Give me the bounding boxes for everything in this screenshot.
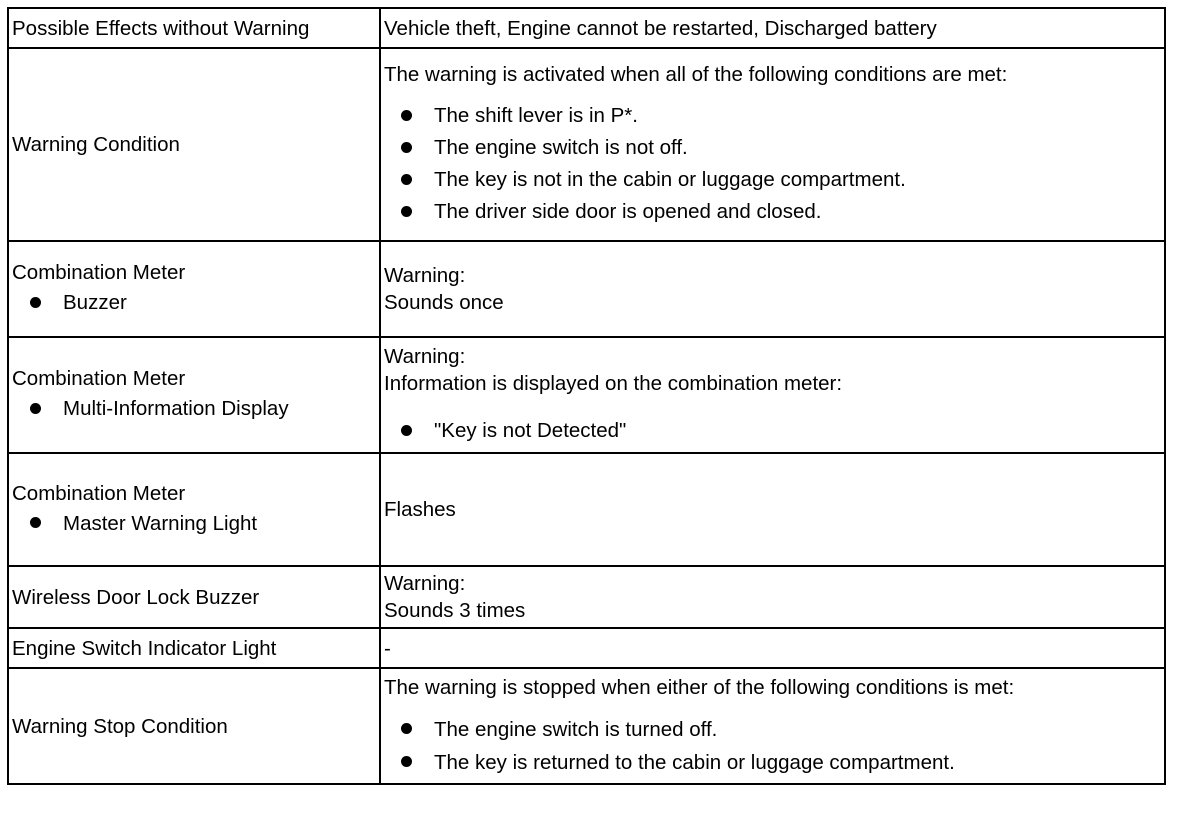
- row-value-text: -: [384, 636, 391, 660]
- value-line: Sounds once: [384, 291, 504, 314]
- list-item: Master Warning Light: [30, 507, 376, 540]
- value-line: Warning:: [384, 264, 466, 287]
- row-value: [380, 453, 1165, 566]
- row-label-text: Combination Meter: [12, 367, 186, 390]
- row-label-text: Warning Condition: [12, 133, 180, 156]
- label-sub-list: [12, 392, 376, 425]
- table-row: [8, 337, 1165, 453]
- table-row: [8, 668, 1165, 784]
- row-label: [8, 337, 380, 453]
- row-label: [8, 566, 380, 628]
- row-value: [380, 628, 1165, 668]
- warning-spec-table: [7, 7, 1166, 785]
- row-label-text: Possible Effects without Warning: [12, 16, 310, 40]
- table-row: [8, 628, 1165, 668]
- list-item: The shift lever is in P*.: [401, 100, 1161, 132]
- table-row: [8, 8, 1165, 48]
- row-label-text: Combination Meter: [12, 481, 186, 505]
- row-label: [8, 241, 380, 337]
- row-value: [380, 566, 1165, 628]
- list-item: Buzzer: [30, 286, 376, 319]
- list-item: Multi-Information Display: [30, 392, 376, 425]
- row-value: [380, 8, 1165, 48]
- table-row: [8, 48, 1165, 241]
- list-item: "Key is not Detected": [401, 414, 1161, 447]
- table-row: [8, 453, 1165, 566]
- list-item: The engine switch is turned off.: [401, 713, 1161, 746]
- value-line: Information is displayed on the combination meter:: [384, 372, 843, 395]
- display-message-list: [384, 414, 1161, 447]
- row-value-text: Flashes: [384, 498, 456, 521]
- row-label: [8, 668, 380, 784]
- row-value: [380, 241, 1165, 337]
- label-sub-list: [12, 286, 376, 319]
- label-sub-list: [12, 507, 376, 540]
- row-value: [380, 48, 1165, 241]
- value-line: Sounds 3 times: [384, 599, 526, 622]
- row-value: [380, 668, 1165, 784]
- list-item: The key is returned to the cabin or luggage compartment.: [401, 746, 1161, 779]
- row-label-text: Wireless Door Lock Buzzer: [12, 585, 260, 609]
- row-label: [8, 8, 380, 48]
- stop-condition-list: [384, 713, 1161, 779]
- row-label-text: Engine Switch Indicator Light: [12, 636, 277, 660]
- condition-intro: The warning is activated when all of the following conditions are met:: [384, 63, 1008, 86]
- list-item: The engine switch is not off.: [401, 132, 1161, 164]
- row-label-text: Warning Stop Condition: [12, 714, 228, 738]
- value-line: Warning:: [384, 572, 466, 595]
- value-line: Warning:: [384, 345, 466, 368]
- list-item: The key is not in the cabin or luggage compartment.: [401, 164, 1161, 196]
- table-row: [8, 566, 1165, 628]
- row-label: [8, 628, 380, 668]
- row-label: [8, 453, 380, 566]
- stop-condition-intro: The warning is stopped when either of the following conditions is met:: [384, 675, 1015, 699]
- row-label: [8, 48, 380, 241]
- row-value-text: Vehicle theft, Engine cannot be restarted, Discharged battery: [384, 16, 937, 40]
- condition-list: [384, 100, 1161, 228]
- row-value: [380, 337, 1165, 453]
- row-label-text: Combination Meter: [12, 261, 186, 284]
- list-item: The driver side door is opened and closed.: [401, 196, 1161, 228]
- table-row: [8, 241, 1165, 337]
